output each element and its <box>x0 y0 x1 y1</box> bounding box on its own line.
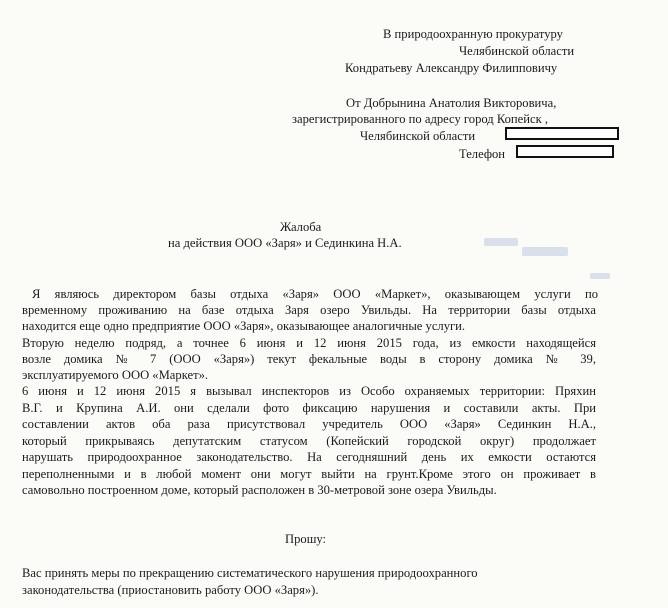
request-line-2: законодательства (приостановить работу ООО «Заря»). <box>22 583 319 597</box>
body-line: 6 июня и 12 июня 2015 я вызывал инспекторов из Особо охраняемых территории: Пряхин <box>22 384 596 398</box>
body-line: самовольно построенном доме, который расположен в 30-метровой зоне озера Увильды. <box>22 483 497 497</box>
document-subtitle: на действия ООО «Заря» и Сединкина Н.А. <box>168 236 402 250</box>
scan-artifact <box>522 247 568 256</box>
body-line: временному проживанию на базе отдыха Заря озеро Увильды. На территории базы отдыха <box>22 303 596 317</box>
redacted-address <box>505 127 619 140</box>
body-line: находится еще одно предприятие ООО «Заря», оказывающее аналогичные услуги. <box>22 319 466 333</box>
request-heading: Прошу: <box>285 532 327 546</box>
recipient-line-3: Кондратьеву Александру Филипповичу <box>345 61 558 75</box>
body-line: переполненными и в любой момент они могут выйти на грунт.Кроме этого он проживает в <box>22 467 596 481</box>
recipient-line-1: В природоохранную прокуратуру <box>383 27 563 41</box>
sender-line-2: зарегистрированного по адресу город Копейск , <box>292 112 549 126</box>
sender-line-1: От Добрынина Анатолия Викторовича, <box>346 96 557 110</box>
body-line: В.Г. и Крупина А.И. они сделали фото фиксацию нарушения и составили акты. При <box>22 401 596 415</box>
body-line: который прикрываясь депутатским статусом (Копейский городской округ) продолжает <box>22 434 596 448</box>
body-line: нарушать природоохранное законодательство. На сегодняшний день их емкости остаются <box>22 450 596 464</box>
redacted-phone <box>516 145 614 158</box>
recipient-line-2: Челябинской области <box>459 44 575 58</box>
sender-line-3: Челябинской области <box>360 129 476 143</box>
body-line: Я являюсь директором базы отдыха «Заря» ООО «Маркет», оказывающем услуги по <box>32 287 598 301</box>
body-line: составлении актов оба раза присутствовал учредитель ООО «Заря» Сединкин Н.А., <box>22 417 596 431</box>
sender-phone-label: Телефон <box>459 147 506 161</box>
document-title: Жалоба <box>280 220 322 234</box>
body-line: Вторую неделю подряд, а точнее 6 июня и 12 июня 2015 года, из емкости находящейся <box>22 336 596 350</box>
body-line: эксплуатируемого ООО «Маркет». <box>22 368 209 382</box>
request-line-1: Вас принять меры по прекращению систематического нарушения природоохранного <box>22 566 478 580</box>
scan-artifact <box>484 238 518 246</box>
scan-artifact <box>590 273 610 279</box>
body-line: возле домика № 7 (ООО «Заря») текут фекальные воды в сторону домика № 39, <box>22 352 596 366</box>
